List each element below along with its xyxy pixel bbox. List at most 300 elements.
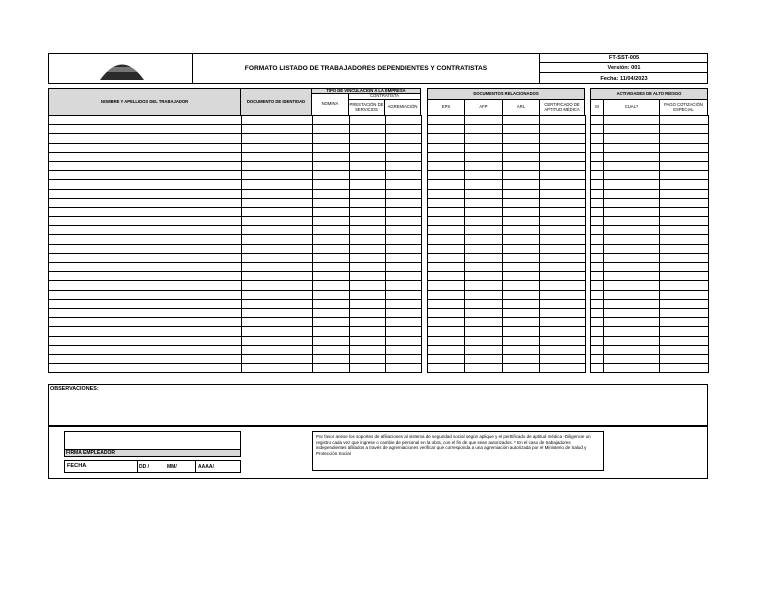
table-cell[interactable] [428, 226, 465, 235]
table-cell[interactable] [386, 207, 422, 216]
table-cell[interactable] [591, 116, 604, 125]
table-cell[interactable] [660, 161, 709, 170]
table-cell[interactable] [49, 272, 242, 281]
table-cell[interactable] [540, 198, 586, 207]
table-cell[interactable] [242, 244, 313, 253]
table-cell[interactable] [350, 198, 386, 207]
table-cell[interactable] [386, 272, 422, 281]
table-cell[interactable] [591, 198, 604, 207]
table-cell[interactable] [503, 272, 540, 281]
table-cell[interactable] [660, 308, 709, 317]
table-cell[interactable] [503, 345, 540, 354]
table-cell[interactable] [660, 336, 709, 345]
table-cell[interactable] [386, 299, 422, 308]
table-cell[interactable] [49, 336, 242, 345]
table-cell[interactable] [604, 327, 660, 336]
table-cell[interactable] [313, 308, 350, 317]
table-cell[interactable] [386, 354, 422, 363]
table-cell[interactable] [503, 281, 540, 290]
table-cell[interactable] [428, 327, 465, 336]
table-cell[interactable] [591, 244, 604, 253]
table-cell[interactable] [242, 180, 313, 189]
table-cell[interactable] [465, 299, 503, 308]
table-cell[interactable] [313, 263, 350, 272]
table-cell[interactable] [350, 244, 386, 253]
table-cell[interactable] [49, 327, 242, 336]
table-cell[interactable] [591, 272, 604, 281]
table-cell[interactable] [604, 308, 660, 317]
table-cell[interactable] [604, 217, 660, 226]
table-cell[interactable] [386, 345, 422, 354]
table-cell[interactable] [660, 263, 709, 272]
table-cell[interactable] [540, 272, 586, 281]
table-cell[interactable] [604, 318, 660, 327]
table-cell[interactable] [428, 235, 465, 244]
table-cell[interactable] [428, 134, 465, 143]
table-cell[interactable] [428, 152, 465, 161]
table-cell[interactable] [313, 207, 350, 216]
table-cell[interactable] [242, 327, 313, 336]
table-cell[interactable] [386, 336, 422, 345]
table-cell[interactable] [386, 281, 422, 290]
table-cell[interactable] [242, 345, 313, 354]
table-cell[interactable] [660, 207, 709, 216]
table-cell[interactable] [49, 299, 242, 308]
table-cell[interactable] [49, 217, 242, 226]
table-cell[interactable] [428, 198, 465, 207]
table-cell[interactable] [428, 299, 465, 308]
table-cell[interactable] [465, 327, 503, 336]
table-cell[interactable] [540, 299, 586, 308]
table-cell[interactable] [465, 180, 503, 189]
table-cell[interactable] [465, 263, 503, 272]
table-cell[interactable] [428, 189, 465, 198]
table-cell[interactable] [604, 345, 660, 354]
table-cell[interactable] [660, 253, 709, 262]
table-cell[interactable] [428, 161, 465, 170]
table-cell[interactable] [350, 336, 386, 345]
table-cell[interactable] [503, 171, 540, 180]
table-cell[interactable] [591, 253, 604, 262]
table-cell[interactable] [49, 143, 242, 152]
table-cell[interactable] [49, 207, 242, 216]
table-cell[interactable] [313, 116, 350, 125]
table-cell[interactable] [313, 152, 350, 161]
table-cell[interactable] [313, 272, 350, 281]
table-cell[interactable] [465, 364, 503, 373]
table-cell[interactable] [428, 272, 465, 281]
table-cell[interactable] [660, 134, 709, 143]
table-cell[interactable] [591, 180, 604, 189]
table-cell[interactable] [313, 198, 350, 207]
table-cell[interactable] [503, 253, 540, 262]
table-cell[interactable] [465, 217, 503, 226]
table-cell[interactable] [242, 272, 313, 281]
table-cell[interactable] [313, 235, 350, 244]
table-cell[interactable] [660, 125, 709, 134]
table-cell[interactable] [465, 281, 503, 290]
table-cell[interactable] [604, 125, 660, 134]
table-cell[interactable] [503, 226, 540, 235]
table-cell[interactable] [350, 345, 386, 354]
table-cell[interactable] [49, 290, 242, 299]
table-cell[interactable] [604, 171, 660, 180]
table-cell[interactable] [350, 189, 386, 198]
table-cell[interactable] [242, 125, 313, 134]
table-cell[interactable] [313, 281, 350, 290]
table-cell[interactable] [604, 235, 660, 244]
table-cell[interactable] [313, 318, 350, 327]
table-cell[interactable] [503, 207, 540, 216]
table-cell[interactable] [540, 345, 586, 354]
table-cell[interactable] [503, 290, 540, 299]
table-cell[interactable] [591, 364, 604, 373]
table-cell[interactable] [313, 226, 350, 235]
table-cell[interactable] [350, 134, 386, 143]
table-cell[interactable] [428, 143, 465, 152]
table-cell[interactable] [386, 290, 422, 299]
table-cell[interactable] [428, 318, 465, 327]
table-cell[interactable] [591, 281, 604, 290]
table-cell[interactable] [242, 235, 313, 244]
table-cell[interactable] [350, 161, 386, 170]
table-cell[interactable] [242, 290, 313, 299]
table-cell[interactable] [386, 171, 422, 180]
table-cell[interactable] [503, 143, 540, 152]
table-cell[interactable] [350, 327, 386, 336]
table-cell[interactable] [350, 253, 386, 262]
table-cell[interactable] [49, 244, 242, 253]
table-cell[interactable] [540, 161, 586, 170]
table-cell[interactable] [242, 189, 313, 198]
table-cell[interactable] [350, 152, 386, 161]
table-cell[interactable] [540, 336, 586, 345]
table-cell[interactable] [49, 253, 242, 262]
table-cell[interactable] [386, 152, 422, 161]
table-cell[interactable] [591, 161, 604, 170]
table-cell[interactable] [49, 226, 242, 235]
table-cell[interactable] [49, 318, 242, 327]
table-cell[interactable] [386, 364, 422, 373]
table-cell[interactable] [660, 345, 709, 354]
table-cell[interactable] [591, 345, 604, 354]
table-cell[interactable] [386, 226, 422, 235]
table-cell[interactable] [503, 308, 540, 317]
table-cell[interactable] [591, 143, 604, 152]
table-cell[interactable] [386, 134, 422, 143]
table-cell[interactable] [386, 161, 422, 170]
table-cell[interactable] [540, 171, 586, 180]
table-cell[interactable] [465, 134, 503, 143]
table-cell[interactable] [350, 290, 386, 299]
table-cell[interactable] [503, 336, 540, 345]
table-cell[interactable] [503, 134, 540, 143]
table-cell[interactable] [591, 189, 604, 198]
table-cell[interactable] [350, 354, 386, 363]
table-cell[interactable] [503, 263, 540, 272]
table-cell[interactable] [540, 354, 586, 363]
table-cell[interactable] [242, 226, 313, 235]
table-cell[interactable] [242, 318, 313, 327]
table-cell[interactable] [386, 143, 422, 152]
table-cell[interactable] [540, 189, 586, 198]
table-cell[interactable] [242, 198, 313, 207]
table-cell[interactable] [428, 263, 465, 272]
table-cell[interactable] [428, 207, 465, 216]
table-cell[interactable] [540, 235, 586, 244]
table-cell[interactable] [604, 226, 660, 235]
table-cell[interactable] [386, 244, 422, 253]
table-cell[interactable] [465, 244, 503, 253]
table-cell[interactable] [313, 299, 350, 308]
table-cell[interactable] [386, 217, 422, 226]
table-cell[interactable] [591, 125, 604, 134]
table-cell[interactable] [350, 180, 386, 189]
table-cell[interactable] [503, 116, 540, 125]
table-cell[interactable] [540, 290, 586, 299]
table-cell[interactable] [591, 217, 604, 226]
table-cell[interactable] [591, 207, 604, 216]
table-cell[interactable] [49, 189, 242, 198]
table-cell[interactable] [503, 364, 540, 373]
table-cell[interactable] [540, 308, 586, 317]
table-cell[interactable] [540, 152, 586, 161]
table-cell[interactable] [591, 336, 604, 345]
table-cell[interactable] [242, 143, 313, 152]
table-cell[interactable] [465, 345, 503, 354]
table-cell[interactable] [386, 235, 422, 244]
table-cell[interactable] [242, 308, 313, 317]
table-cell[interactable] [465, 336, 503, 345]
table-cell[interactable] [660, 171, 709, 180]
table-cell[interactable] [591, 226, 604, 235]
table-cell[interactable] [604, 189, 660, 198]
table-cell[interactable] [503, 235, 540, 244]
table-cell[interactable] [350, 171, 386, 180]
table-cell[interactable] [350, 299, 386, 308]
table-cell[interactable] [465, 143, 503, 152]
table-cell[interactable] [242, 161, 313, 170]
table-cell[interactable] [350, 281, 386, 290]
table-cell[interactable] [350, 125, 386, 134]
table-cell[interactable] [660, 281, 709, 290]
table-cell[interactable] [350, 143, 386, 152]
table-cell[interactable] [386, 198, 422, 207]
table-cell[interactable] [350, 364, 386, 373]
table-cell[interactable] [591, 354, 604, 363]
table-cell[interactable] [313, 354, 350, 363]
table-cell[interactable] [386, 308, 422, 317]
table-cell[interactable] [604, 354, 660, 363]
table-cell[interactable] [465, 207, 503, 216]
table-cell[interactable] [428, 125, 465, 134]
table-cell[interactable] [591, 152, 604, 161]
table-cell[interactable] [49, 235, 242, 244]
table-cell[interactable] [660, 226, 709, 235]
table-cell[interactable] [242, 364, 313, 373]
table-cell[interactable] [604, 143, 660, 152]
table-cell[interactable] [604, 253, 660, 262]
table-cell[interactable] [465, 198, 503, 207]
table-cell[interactable] [386, 318, 422, 327]
table-cell[interactable] [660, 116, 709, 125]
table-cell[interactable] [660, 318, 709, 327]
table-cell[interactable] [242, 263, 313, 272]
table-cell[interactable] [503, 125, 540, 134]
table-cell[interactable] [242, 207, 313, 216]
table-cell[interactable] [49, 263, 242, 272]
table-cell[interactable] [540, 327, 586, 336]
table-cell[interactable] [540, 281, 586, 290]
table-cell[interactable] [591, 327, 604, 336]
table-cell[interactable] [660, 143, 709, 152]
table-cell[interactable] [49, 354, 242, 363]
table-cell[interactable] [604, 198, 660, 207]
table-cell[interactable] [660, 244, 709, 253]
table-cell[interactable] [242, 152, 313, 161]
table-cell[interactable] [540, 134, 586, 143]
table-cell[interactable] [465, 253, 503, 262]
table-cell[interactable] [591, 134, 604, 143]
table-cell[interactable] [313, 345, 350, 354]
table-cell[interactable] [313, 290, 350, 299]
table-cell[interactable] [465, 226, 503, 235]
table-cell[interactable] [465, 125, 503, 134]
table-cell[interactable] [604, 116, 660, 125]
table-cell[interactable] [313, 364, 350, 373]
table-cell[interactable] [428, 336, 465, 345]
table-cell[interactable] [591, 308, 604, 317]
table-cell[interactable] [503, 318, 540, 327]
table-cell[interactable] [386, 180, 422, 189]
table-cell[interactable] [503, 217, 540, 226]
table-cell[interactable] [428, 116, 465, 125]
table-cell[interactable] [465, 116, 503, 125]
table-cell[interactable] [386, 253, 422, 262]
table-cell[interactable] [604, 134, 660, 143]
table-cell[interactable] [540, 253, 586, 262]
table-cell[interactable] [660, 354, 709, 363]
table-cell[interactable] [540, 116, 586, 125]
table-cell[interactable] [660, 327, 709, 336]
table-cell[interactable] [350, 318, 386, 327]
table-cell[interactable] [465, 308, 503, 317]
table-cell[interactable] [591, 171, 604, 180]
table-cell[interactable] [660, 217, 709, 226]
table-cell[interactable] [350, 272, 386, 281]
table-cell[interactable] [313, 171, 350, 180]
table-cell[interactable] [540, 318, 586, 327]
table-cell[interactable] [660, 198, 709, 207]
table-cell[interactable] [49, 171, 242, 180]
table-cell[interactable] [242, 253, 313, 262]
table-cell[interactable] [591, 235, 604, 244]
table-cell[interactable] [313, 253, 350, 262]
table-cell[interactable] [49, 152, 242, 161]
table-cell[interactable] [386, 263, 422, 272]
table-cell[interactable] [386, 116, 422, 125]
table-cell[interactable] [540, 226, 586, 235]
table-cell[interactable] [49, 125, 242, 134]
table-cell[interactable] [49, 134, 242, 143]
table-cell[interactable] [604, 161, 660, 170]
table-cell[interactable] [350, 207, 386, 216]
table-cell[interactable] [428, 290, 465, 299]
table-cell[interactable] [503, 152, 540, 161]
table-cell[interactable] [313, 180, 350, 189]
table-cell[interactable] [604, 180, 660, 189]
table-cell[interactable] [313, 134, 350, 143]
table-cell[interactable] [350, 235, 386, 244]
table-cell[interactable] [540, 125, 586, 134]
table-cell[interactable] [604, 244, 660, 253]
table-cell[interactable] [604, 364, 660, 373]
table-cell[interactable] [49, 198, 242, 207]
table-cell[interactable] [242, 217, 313, 226]
table-cell[interactable] [242, 354, 313, 363]
table-cell[interactable] [386, 189, 422, 198]
table-cell[interactable] [350, 226, 386, 235]
table-cell[interactable] [428, 364, 465, 373]
table-cell[interactable] [49, 116, 242, 125]
table-cell[interactable] [49, 308, 242, 317]
date-field[interactable] [64, 460, 241, 473]
table-cell[interactable] [503, 198, 540, 207]
table-cell[interactable] [49, 364, 242, 373]
table-cell[interactable] [604, 299, 660, 308]
table-cell[interactable] [242, 336, 313, 345]
table-cell[interactable] [660, 272, 709, 281]
table-cell[interactable] [503, 327, 540, 336]
table-cell[interactable] [242, 116, 313, 125]
table-cell[interactable] [465, 318, 503, 327]
table-cell[interactable] [242, 134, 313, 143]
table-cell[interactable] [350, 116, 386, 125]
table-cell[interactable] [428, 354, 465, 363]
table-cell[interactable] [503, 189, 540, 198]
table-cell[interactable] [428, 171, 465, 180]
table-cell[interactable] [604, 207, 660, 216]
table-cell[interactable] [428, 244, 465, 253]
table-cell[interactable] [660, 235, 709, 244]
table-cell[interactable] [503, 180, 540, 189]
table-cell[interactable] [49, 281, 242, 290]
table-cell[interactable] [591, 299, 604, 308]
table-cell[interactable] [428, 281, 465, 290]
table-cell[interactable] [540, 180, 586, 189]
table-cell[interactable] [465, 354, 503, 363]
table-cell[interactable] [604, 272, 660, 281]
table-cell[interactable] [313, 143, 350, 152]
table-cell[interactable] [465, 272, 503, 281]
table-cell[interactable] [465, 290, 503, 299]
table-cell[interactable] [313, 189, 350, 198]
table-cell[interactable] [660, 364, 709, 373]
table-cell[interactable] [503, 354, 540, 363]
table-cell[interactable] [428, 217, 465, 226]
table-cell[interactable] [49, 345, 242, 354]
table-cell[interactable] [591, 318, 604, 327]
table-cell[interactable] [313, 327, 350, 336]
table-cell[interactable] [503, 244, 540, 253]
table-cell[interactable] [428, 180, 465, 189]
table-cell[interactable] [604, 152, 660, 161]
table-cell[interactable] [242, 299, 313, 308]
table-cell[interactable] [465, 189, 503, 198]
table-cell[interactable] [540, 263, 586, 272]
table-cell[interactable] [242, 171, 313, 180]
table-cell[interactable] [604, 290, 660, 299]
